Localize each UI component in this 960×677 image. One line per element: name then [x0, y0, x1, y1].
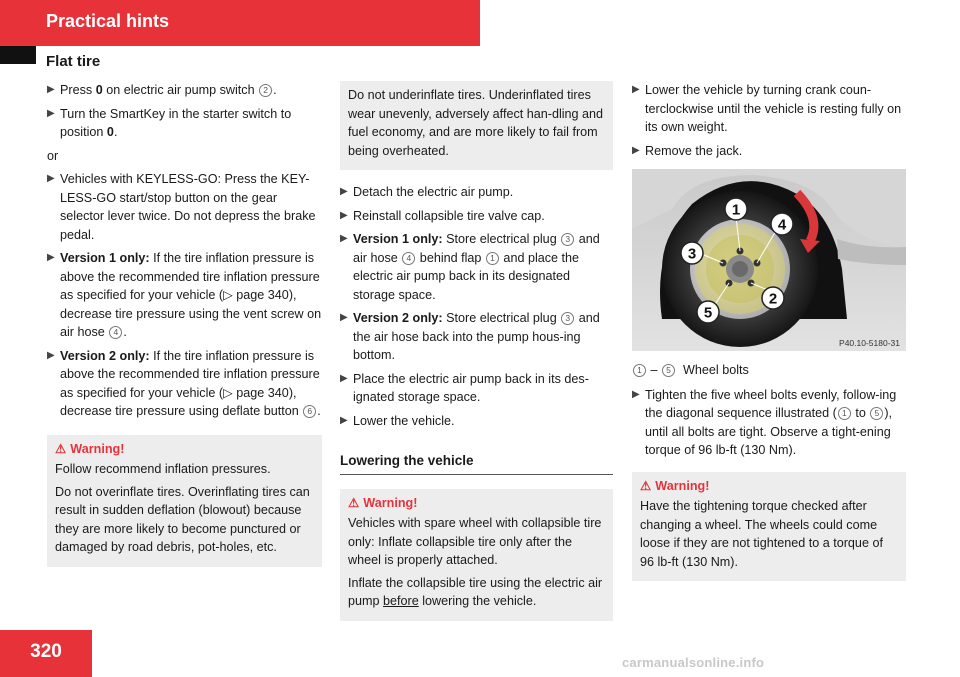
step-version2-pressure: ▶ Version 2 only: If the tire inflation pressure is above the recommended tire inflation pressure as specified for your vehicle (▷ page 340), decrease tire pressure using deflate button 6 . — [47, 348, 321, 418]
arrow-icon: ▶ — [340, 312, 348, 323]
ref-arrow-icon: ▷ — [223, 288, 233, 302]
step-keyless-go: ▶ Vehicles with KEYLESS-GO: Press the KEY-LESS-GO start/stop button on the gear selector lever twice. Do not depress the brake pedal. — [47, 172, 316, 242]
callout-1: 1 — [486, 252, 499, 265]
step-turn-crank: ▶ Lower the vehicle by turning crank coun-terclockwise until the vehicle is resting fully on its own weight. — [632, 83, 902, 134]
page-ref[interactable]: page 340 — [236, 385, 289, 400]
arrow-icon: ▶ — [340, 233, 348, 244]
step-lower-vehicle: ▶ Lower the vehicle. — [340, 412, 613, 431]
header-bar — [0, 0, 480, 46]
warning-box-torque: ⚠ Warning! Have the tightening torque checked after changing a wheel. The wheels could come loose if they are not tightened to a torque of 96 lb-ft (130 Nm). — [632, 472, 906, 582]
bolt-label-3: 3 — [687, 245, 697, 263]
column-3 — [632, 81, 906, 581]
warning-title: Warning! — [655, 478, 710, 493]
section-marker — [0, 46, 36, 64]
step-press-switch: ▶ Press 0 on electric air pump switch 2 . — [47, 81, 322, 100]
column-2 — [340, 81, 613, 621]
subheading-lowering: Lowering the vehicle — [340, 452, 613, 475]
step-place-pump: ▶ Place the electric air pump back in its des-ignated storage space. — [340, 371, 589, 404]
step-version2-store: ▶ Version 2 only: Store electrical plug 3 and the air hose back into the pump hous-ing bottom. — [340, 311, 600, 362]
callout-6: 6 — [303, 405, 316, 418]
arrow-icon: ▶ — [340, 186, 348, 197]
bolt-label-1: 1 — [731, 201, 741, 219]
arrow-icon: ▶ — [340, 372, 348, 384]
or-text: or — [47, 148, 59, 163]
ref-arrow-icon: ▷ — [223, 385, 233, 400]
warning-box-collapsible: ⚠ Warning! Vehicles with spare wheel with collapsible tire only: Inflate collapsible tire only after the wheel is properly attached. Inflate the collapsible tire using the electric air pump before lowering the vehicle. — [340, 489, 613, 621]
warning-title: Warning! — [70, 441, 125, 456]
bolt-label-5: 5 — [703, 304, 713, 322]
callout-5: 5 — [662, 364, 675, 377]
legend-wheel-bolts: 1 – 5 Wheel bolts — [632, 361, 906, 380]
warning-box-inflation: ⚠ Warning! Follow recommend inflation pressures. Do not overinflate tires. Overinflating tires can result in sudden deflation (blowout) because they are more likely to become punctured or damaged by road debris, pot-holes, etc. — [47, 435, 322, 567]
arrow-icon: ▶ — [632, 84, 640, 95]
watermark: carmanualsonline.info — [622, 655, 765, 670]
callout-3: 3 — [561, 312, 574, 325]
warning-icon: ⚠ — [348, 495, 360, 510]
warning-title: Warning! — [363, 495, 418, 510]
arrow-icon: ▶ — [47, 173, 55, 184]
callout-2: 2 — [259, 84, 272, 97]
arrow-icon: ▶ — [340, 209, 348, 221]
callout-1: 1 — [633, 364, 646, 377]
note-box-underinflate: Do not underinflate tires. Underinflated tires wear unevenly, adversely affect han-dling and fuel economy, and are more likely to fail from being overheated. — [340, 81, 613, 170]
header-title: Practical hints — [46, 11, 170, 31]
step-version1-pressure: ▶ Version 1 only: If the tire inflation pressure is above the recommended tire inflation pressure as specified for your vehicle (▷ page 340), decrease tire pressure using the vent screw on air hose 4 . — [47, 251, 322, 339]
arrow-icon: ▶ — [47, 107, 55, 119]
arrow-icon: ▶ — [47, 349, 55, 361]
warning-icon: ⚠ — [55, 441, 67, 456]
step-tighten-bolts: ▶ Tighten the five wheel bolts evenly, follow-ing the diagonal sequence illustrated ( 1 to 5 ), until all bolts are tight. Observe a tight-ening torque of 96 lb-ft (130 Nm). — [632, 387, 897, 457]
callout-1: 1 — [838, 407, 851, 420]
callout-3: 3 — [561, 233, 574, 246]
page-number-box — [0, 630, 92, 677]
bolt-label-4: 4 — [777, 216, 787, 234]
arrow-icon: ▶ — [632, 144, 640, 156]
arrow-icon: ▶ — [47, 84, 55, 95]
bolt-label-2: 2 — [768, 290, 778, 308]
wheel-image — [632, 169, 906, 351]
column-1 — [47, 81, 322, 567]
callout-4: 4 — [402, 252, 415, 265]
wheel-bolts-illustration — [632, 169, 906, 351]
step-remove-jack: ▶ Remove the jack. — [632, 142, 906, 161]
callout-4: 4 — [109, 326, 122, 339]
warning-icon: ⚠ — [640, 478, 652, 493]
step-turn-smartkey: ▶ Turn the SmartKey in the starter switch to position 0. — [47, 106, 292, 139]
arrow-icon: ▶ — [632, 388, 640, 400]
step-reinstall-cap: ▶ Reinstall collapsible tire valve cap. — [340, 207, 613, 226]
page-ref[interactable]: page 340 — [236, 288, 289, 302]
page-number: 320 — [30, 641, 62, 662]
step-version1-store: ▶ Version 1 only: Store electrical plug 3 and air hose 4 behind flap 1 and place the electric air pump back in its designated storage space. — [340, 232, 600, 302]
arrow-icon: ▶ — [340, 414, 348, 426]
section-title: Flat tire — [46, 53, 101, 70]
image-code: P40.10-5180-31 — [839, 338, 900, 348]
arrow-icon: ▶ — [47, 252, 55, 263]
step-detach-pump: ▶ Detach the electric air pump. — [340, 183, 613, 202]
callout-5: 5 — [870, 407, 883, 420]
